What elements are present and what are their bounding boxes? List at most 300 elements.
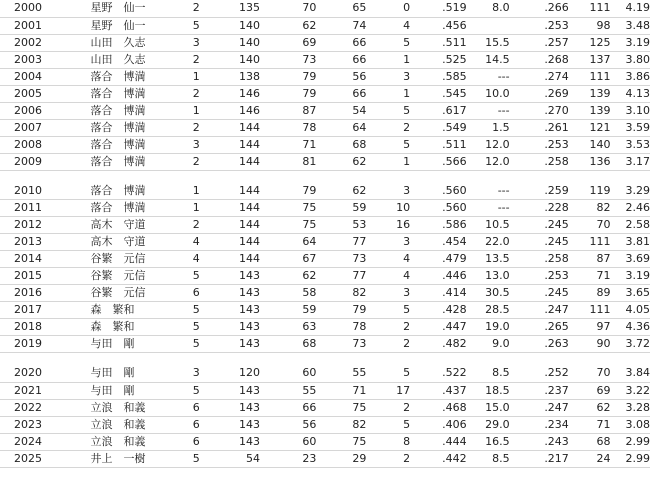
cell-era: 2.58 — [611, 217, 650, 234]
table-row — [0, 102, 650, 119]
cell-games-behind: 19.0 — [467, 319, 510, 336]
cell-losses: 29 — [316, 450, 366, 467]
cell-wins: 63 — [260, 319, 316, 336]
cell-manager: 与田 剛 — [74, 382, 174, 399]
cell-games: 143 — [218, 399, 260, 416]
cell-games: 144 — [218, 119, 260, 136]
cell-wins: 56 — [260, 416, 316, 433]
table-row — [0, 217, 650, 234]
cell-win-pct: .549 — [410, 119, 467, 136]
cell-wins: 73 — [260, 51, 316, 68]
table-row — [0, 285, 650, 302]
cell-era: 3.69 — [611, 251, 650, 268]
cell-ties: 5 — [366, 34, 410, 51]
cell-year: 2023 — [0, 416, 74, 433]
cell-losses: 79 — [316, 302, 366, 319]
cell-ties: 1 — [366, 153, 410, 170]
cell-year: 2003 — [0, 51, 74, 68]
cell-era: 4.36 — [611, 319, 650, 336]
cell-ties: 10 — [366, 200, 410, 217]
cell-losses: 71 — [316, 382, 366, 399]
cell-era: 4.19 — [611, 0, 650, 17]
cell-losses: 68 — [316, 136, 366, 153]
cell-batting-avg: .258 — [510, 251, 569, 268]
cell-home-runs: 137 — [569, 51, 611, 68]
cell-year: 2009 — [0, 153, 74, 170]
cell-games: 143 — [218, 336, 260, 353]
cell-games: 143 — [218, 382, 260, 399]
cell-games-behind: 1.5 — [467, 119, 510, 136]
cell-year: 2015 — [0, 268, 74, 285]
cell-home-runs: 62 — [569, 399, 611, 416]
cell-win-pct: .442 — [410, 450, 467, 467]
cell-batting-avg: .266 — [510, 0, 569, 17]
cell-ties: 3 — [366, 183, 410, 200]
cell-era: 3.19 — [611, 268, 650, 285]
cell-losses: 65 — [316, 0, 366, 17]
cell-year: 2020 — [0, 365, 74, 382]
cell-wins: 78 — [260, 119, 316, 136]
cell-era: 3.81 — [611, 234, 650, 251]
cell-manager: 落合 博満 — [74, 68, 174, 85]
cell-win-pct: .456 — [410, 17, 467, 34]
cell-ties: 1 — [366, 51, 410, 68]
cell-rank: 4 — [174, 251, 218, 268]
cell-manager: 山田 久志 — [74, 34, 174, 51]
cell-ties: 4 — [366, 251, 410, 268]
cell-wins: 75 — [260, 217, 316, 234]
block-separator — [0, 353, 650, 366]
cell-manager: 井上 一樹 — [74, 450, 174, 467]
cell-win-pct: .428 — [410, 302, 467, 319]
cell-rank: 1 — [174, 68, 218, 85]
cell-batting-avg: .245 — [510, 285, 569, 302]
cell-batting-avg: .257 — [510, 34, 569, 51]
cell-rank: 2 — [174, 0, 218, 17]
cell-wins: 81 — [260, 153, 316, 170]
cell-games-behind: 16.5 — [467, 433, 510, 450]
cell-manager: 高木 守道 — [74, 217, 174, 234]
cell-win-pct: .560 — [410, 200, 467, 217]
cell-era: 3.17 — [611, 153, 650, 170]
cell-rank: 5 — [174, 382, 218, 399]
cell-wins: 75 — [260, 200, 316, 217]
cell-home-runs: 140 — [569, 136, 611, 153]
cell-win-pct: .414 — [410, 285, 467, 302]
cell-era: 3.84 — [611, 365, 650, 382]
table-row — [0, 302, 650, 319]
table-row — [0, 433, 650, 450]
cell-manager: 落合 博満 — [74, 136, 174, 153]
cell-rank: 6 — [174, 399, 218, 416]
cell-era: 2.99 — [611, 433, 650, 450]
cell-batting-avg: .263 — [510, 336, 569, 353]
cell-games-behind: --- — [467, 183, 510, 200]
cell-win-pct: .617 — [410, 102, 467, 119]
cell-ties: 2 — [366, 399, 410, 416]
cell-wins: 69 — [260, 34, 316, 51]
cell-games-behind: 13.0 — [467, 268, 510, 285]
cell-games-behind: 22.0 — [467, 234, 510, 251]
cell-year: 2008 — [0, 136, 74, 153]
table-row — [0, 234, 650, 251]
cell-home-runs: 87 — [569, 251, 611, 268]
cell-wins: 59 — [260, 302, 316, 319]
cell-batting-avg: .259 — [510, 183, 569, 200]
cell-rank: 5 — [174, 17, 218, 34]
cell-rank: 3 — [174, 136, 218, 153]
cell-home-runs: 82 — [569, 200, 611, 217]
cell-win-pct: .468 — [410, 399, 467, 416]
cell-win-pct: .519 — [410, 0, 467, 17]
cell-home-runs: 139 — [569, 102, 611, 119]
cell-ties: 4 — [366, 17, 410, 34]
cell-year: 2018 — [0, 319, 74, 336]
cell-rank: 1 — [174, 183, 218, 200]
table-row — [0, 68, 650, 85]
cell-games-behind: 9.0 — [467, 336, 510, 353]
cell-home-runs: 70 — [569, 365, 611, 382]
cell-games: 138 — [218, 68, 260, 85]
cell-manager: 立浪 和義 — [74, 399, 174, 416]
cell-batting-avg: .234 — [510, 416, 569, 433]
cell-rank: 2 — [174, 217, 218, 234]
cell-year: 2005 — [0, 85, 74, 102]
cell-year: 2010 — [0, 183, 74, 200]
cell-rank: 3 — [174, 34, 218, 51]
cell-ties: 17 — [366, 382, 410, 399]
cell-rank: 1 — [174, 200, 218, 217]
cell-home-runs: 69 — [569, 382, 611, 399]
cell-batting-avg: .228 — [510, 200, 569, 217]
cell-games: 143 — [218, 416, 260, 433]
cell-home-runs: 68 — [569, 433, 611, 450]
cell-games: 143 — [218, 268, 260, 285]
cell-win-pct: .446 — [410, 268, 467, 285]
cell-batting-avg: .253 — [510, 17, 569, 34]
cell-batting-avg: .274 — [510, 68, 569, 85]
block-separator — [0, 170, 650, 183]
cell-era: 3.65 — [611, 285, 650, 302]
cell-year: 2016 — [0, 285, 74, 302]
cell-win-pct: .525 — [410, 51, 467, 68]
cell-ties: 16 — [366, 217, 410, 234]
table-row — [0, 268, 650, 285]
cell-batting-avg: .269 — [510, 85, 569, 102]
cell-home-runs: 89 — [569, 285, 611, 302]
cell-losses: 74 — [316, 17, 366, 34]
cell-games: 143 — [218, 433, 260, 450]
cell-wins: 79 — [260, 183, 316, 200]
cell-batting-avg: .252 — [510, 365, 569, 382]
cell-win-pct: .454 — [410, 234, 467, 251]
cell-rank: 5 — [174, 319, 218, 336]
cell-losses: 64 — [316, 119, 366, 136]
cell-manager: 山田 久志 — [74, 51, 174, 68]
cell-wins: 23 — [260, 450, 316, 467]
cell-batting-avg: .247 — [510, 399, 569, 416]
cell-ties: 2 — [366, 319, 410, 336]
cell-ties: 4 — [366, 268, 410, 285]
table-row — [0, 0, 650, 17]
cell-games: 120 — [218, 365, 260, 382]
cell-games-behind: 8.5 — [467, 365, 510, 382]
cell-games: 144 — [218, 217, 260, 234]
cell-losses: 82 — [316, 285, 366, 302]
cell-win-pct: .479 — [410, 251, 467, 268]
cell-home-runs: 90 — [569, 336, 611, 353]
table-row — [0, 183, 650, 200]
cell-ties: 3 — [366, 234, 410, 251]
cell-games: 144 — [218, 183, 260, 200]
cell-rank: 6 — [174, 285, 218, 302]
cell-win-pct: .482 — [410, 336, 467, 353]
cell-wins: 62 — [260, 268, 316, 285]
cell-era: 3.48 — [611, 17, 650, 34]
cell-batting-avg: .270 — [510, 102, 569, 119]
cell-wins: 70 — [260, 0, 316, 17]
cell-manager: 谷繁 元信 — [74, 251, 174, 268]
cell-games-behind: 29.0 — [467, 416, 510, 433]
cell-losses: 56 — [316, 68, 366, 85]
table-row — [0, 336, 650, 353]
cell-era: 3.19 — [611, 34, 650, 51]
cell-losses: 62 — [316, 153, 366, 170]
cell-win-pct: .586 — [410, 217, 467, 234]
cell-home-runs: 97 — [569, 319, 611, 336]
cell-losses: 55 — [316, 365, 366, 382]
cell-wins: 66 — [260, 399, 316, 416]
cell-batting-avg: .243 — [510, 433, 569, 450]
cell-year: 2011 — [0, 200, 74, 217]
cell-batting-avg: .217 — [510, 450, 569, 467]
cell-losses: 59 — [316, 200, 366, 217]
table-row — [0, 251, 650, 268]
cell-games: 144 — [218, 251, 260, 268]
cell-era: 3.28 — [611, 399, 650, 416]
cell-games: 144 — [218, 136, 260, 153]
cell-games-behind: 15.5 — [467, 34, 510, 51]
cell-year: 2021 — [0, 382, 74, 399]
cell-win-pct: .560 — [410, 183, 467, 200]
cell-losses: 77 — [316, 268, 366, 285]
cell-rank: 5 — [174, 336, 218, 353]
cell-era: 3.86 — [611, 68, 650, 85]
cell-manager: 落合 博満 — [74, 183, 174, 200]
cell-manager: 立浪 和義 — [74, 433, 174, 450]
cell-games-behind: 28.5 — [467, 302, 510, 319]
cell-home-runs: 111 — [569, 302, 611, 319]
cell-losses: 53 — [316, 217, 366, 234]
cell-era: 3.80 — [611, 51, 650, 68]
cell-home-runs: 125 — [569, 34, 611, 51]
cell-manager: 森 繁和 — [74, 319, 174, 336]
cell-win-pct: .437 — [410, 382, 467, 399]
cell-rank: 3 — [174, 365, 218, 382]
cell-era: 3.08 — [611, 416, 650, 433]
cell-year: 2002 — [0, 34, 74, 51]
cell-manager: 落合 博満 — [74, 102, 174, 119]
cell-manager: 高木 守道 — [74, 234, 174, 251]
cell-home-runs: 24 — [569, 450, 611, 467]
cell-home-runs: 111 — [569, 0, 611, 17]
cell-win-pct: .511 — [410, 34, 467, 51]
cell-year: 2022 — [0, 399, 74, 416]
cell-win-pct: .545 — [410, 85, 467, 102]
cell-losses: 78 — [316, 319, 366, 336]
cell-games-behind: 8.5 — [467, 450, 510, 467]
table-row — [0, 319, 650, 336]
cell-rank: 5 — [174, 302, 218, 319]
table-row — [0, 119, 650, 136]
cell-win-pct: .406 — [410, 416, 467, 433]
cell-year: 2025 — [0, 450, 74, 467]
cell-era: 3.29 — [611, 183, 650, 200]
cell-ties: 8 — [366, 433, 410, 450]
cell-games-behind: 12.0 — [467, 153, 510, 170]
cell-home-runs: 71 — [569, 268, 611, 285]
cell-losses: 73 — [316, 336, 366, 353]
cell-rank: 6 — [174, 416, 218, 433]
cell-rank: 5 — [174, 450, 218, 467]
cell-losses: 66 — [316, 34, 366, 51]
cell-manager: 落合 博満 — [74, 153, 174, 170]
cell-wins: 71 — [260, 136, 316, 153]
cell-games: 140 — [218, 17, 260, 34]
cell-home-runs: 98 — [569, 17, 611, 34]
cell-win-pct: .522 — [410, 365, 467, 382]
cell-rank: 5 — [174, 268, 218, 285]
cell-era: 3.10 — [611, 102, 650, 119]
cell-wins: 79 — [260, 68, 316, 85]
table-row — [0, 200, 650, 217]
cell-batting-avg: .261 — [510, 119, 569, 136]
cell-ties: 5 — [366, 416, 410, 433]
cell-ties: 5 — [366, 365, 410, 382]
cell-rank: 1 — [174, 102, 218, 119]
cell-games-behind: --- — [467, 102, 510, 119]
cell-manager: 落合 博満 — [74, 85, 174, 102]
cell-ties: 3 — [366, 285, 410, 302]
cell-manager: 星野 仙一 — [74, 0, 174, 17]
cell-games: 143 — [218, 319, 260, 336]
cell-batting-avg: .247 — [510, 302, 569, 319]
cell-year: 2007 — [0, 119, 74, 136]
cell-games-behind: 8.0 — [467, 0, 510, 17]
cell-era: 3.53 — [611, 136, 650, 153]
cell-ties: 2 — [366, 119, 410, 136]
cell-losses: 66 — [316, 51, 366, 68]
cell-manager: 与田 剛 — [74, 336, 174, 353]
cell-wins: 60 — [260, 365, 316, 382]
table-row — [0, 17, 650, 34]
cell-ties: 0 — [366, 0, 410, 17]
cell-ties: 3 — [366, 68, 410, 85]
cell-home-runs: 111 — [569, 234, 611, 251]
cell-games-behind: 18.5 — [467, 382, 510, 399]
cell-ties: 2 — [366, 450, 410, 467]
table-row — [0, 85, 650, 102]
block-separator-cell — [0, 170, 650, 183]
cell-wins: 79 — [260, 85, 316, 102]
cell-games-behind: 13.5 — [467, 251, 510, 268]
cell-manager: 星野 仙一 — [74, 17, 174, 34]
cell-home-runs: 119 — [569, 183, 611, 200]
table-row — [0, 450, 650, 467]
cell-manager: 立浪 和義 — [74, 416, 174, 433]
cell-games: 140 — [218, 51, 260, 68]
cell-year: 2019 — [0, 336, 74, 353]
cell-era: 2.99 — [611, 450, 650, 467]
cell-games: 144 — [218, 200, 260, 217]
cell-games-behind: --- — [467, 200, 510, 217]
cell-losses: 75 — [316, 433, 366, 450]
cell-wins: 62 — [260, 17, 316, 34]
cell-era: 3.59 — [611, 119, 650, 136]
cell-losses: 54 — [316, 102, 366, 119]
cell-year: 2012 — [0, 217, 74, 234]
cell-wins: 68 — [260, 336, 316, 353]
table-row — [0, 382, 650, 399]
cell-games: 143 — [218, 302, 260, 319]
cell-losses: 77 — [316, 234, 366, 251]
cell-games-behind: --- — [467, 68, 510, 85]
cell-rank: 2 — [174, 85, 218, 102]
cell-games-behind: 30.5 — [467, 285, 510, 302]
cell-era: 4.05 — [611, 302, 650, 319]
cell-year: 2014 — [0, 251, 74, 268]
cell-wins: 58 — [260, 285, 316, 302]
cell-year: 2000 — [0, 0, 74, 17]
cell-batting-avg: .245 — [510, 217, 569, 234]
cell-wins: 87 — [260, 102, 316, 119]
cell-rank: 4 — [174, 234, 218, 251]
cell-batting-avg: .253 — [510, 136, 569, 153]
cell-year: 2006 — [0, 102, 74, 119]
cell-games-behind: 12.0 — [467, 136, 510, 153]
cell-games: 54 — [218, 450, 260, 467]
cell-wins: 67 — [260, 251, 316, 268]
cell-rank: 2 — [174, 153, 218, 170]
cell-home-runs: 121 — [569, 119, 611, 136]
cell-losses: 62 — [316, 183, 366, 200]
cell-ties: 5 — [366, 302, 410, 319]
cell-win-pct: .566 — [410, 153, 467, 170]
cell-losses: 66 — [316, 85, 366, 102]
cell-games: 144 — [218, 153, 260, 170]
table-row — [0, 136, 650, 153]
cell-games-behind: 10.5 — [467, 217, 510, 234]
table-row — [0, 416, 650, 433]
cell-home-runs: 70 — [569, 217, 611, 234]
cell-batting-avg: .245 — [510, 234, 569, 251]
cell-manager: 落合 博満 — [74, 119, 174, 136]
cell-home-runs: 71 — [569, 416, 611, 433]
table-row — [0, 153, 650, 170]
cell-win-pct: .585 — [410, 68, 467, 85]
cell-win-pct: .444 — [410, 433, 467, 450]
cell-batting-avg: .268 — [510, 51, 569, 68]
cell-home-runs: 111 — [569, 68, 611, 85]
cell-wins: 64 — [260, 234, 316, 251]
cell-year: 2017 — [0, 302, 74, 319]
table-row — [0, 365, 650, 382]
cell-year: 2024 — [0, 433, 74, 450]
cell-year: 2004 — [0, 68, 74, 85]
cell-era: 2.46 — [611, 200, 650, 217]
cell-games-behind: 10.0 — [467, 85, 510, 102]
cell-rank: 2 — [174, 119, 218, 136]
